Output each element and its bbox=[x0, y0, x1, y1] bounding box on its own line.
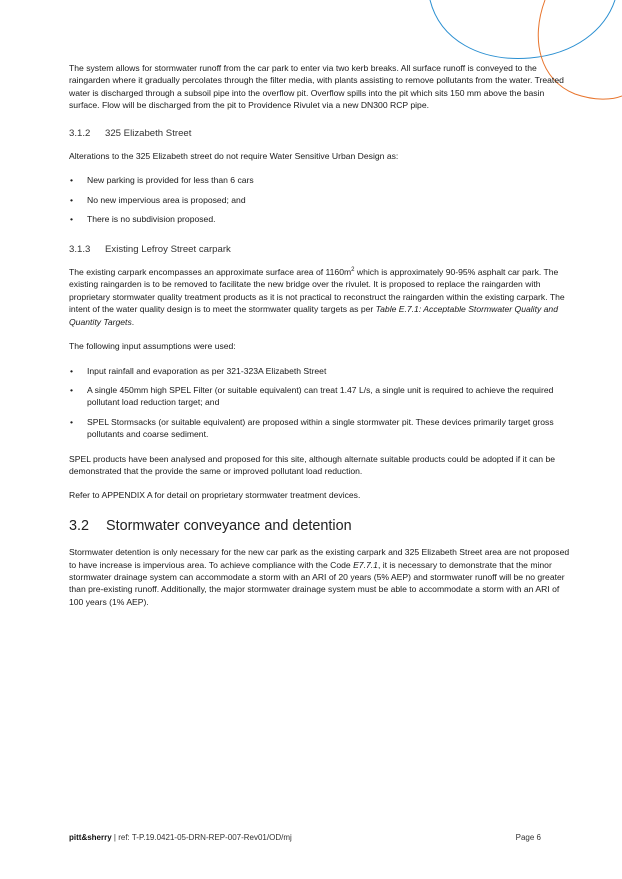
text-run: , it is necessary to demonstrate that the minor stormwater drainage system can accommodate a storm with an ARI of 20 years (5% AEP) and stormwater runoff will be no greater than pre-existing runoff. Additionally, the major stormwater drainage system must be able to accommodate a storm with an ARI of 100 years (1% AEP). bbox=[69, 559, 565, 607]
list-item: • There is no subdivision proposed. bbox=[69, 213, 572, 225]
paragraph bbox=[69, 546, 572, 608]
heading-3-2 bbox=[69, 517, 572, 534]
bullet-list bbox=[69, 365, 572, 441]
page-footer bbox=[69, 833, 541, 842]
list-item: • Input rainfall and evaporation as per 321-323A Elizabeth Street bbox=[69, 365, 572, 377]
text-run: . bbox=[131, 316, 135, 327]
section-title: Stormwater conveyance and detention bbox=[106, 517, 352, 534]
heading-3-1-3 bbox=[69, 244, 572, 256]
blue-arc bbox=[430, 0, 615, 58]
table-reference: Table E.7.1: Acceptable Stormwater Quality and Quantity Targets bbox=[69, 304, 558, 327]
text-run: which is approximately 90-95% asphalt car park. The existing raingarden is to be removed to facilitate the new bridge over the rivulet. It is proposed to replace the raingarden with proprietary stormwater quality treatment products as it is not practical to reconstruct the raingarden within the existing carpark. The intent of the water quality design is to meet the stormwater quality targets as per bbox=[69, 267, 565, 315]
list-item: • No new impervious area is proposed; and bbox=[69, 194, 572, 206]
paragraph: Alterations to the 325 Elizabeth street do not require Water Sensitive Urban Design as: bbox=[69, 151, 399, 162]
section-number: 3.1.2 bbox=[69, 127, 91, 139]
footer-reference: | ref: T-P.19.0421-05-DRN-REP-007-Rev01/OD/mj bbox=[111, 833, 292, 842]
paragraph: The following input assumptions were used: bbox=[69, 341, 236, 352]
section-title: Existing Lefroy Street carpark bbox=[105, 243, 231, 255]
heading-3-1-2 bbox=[69, 128, 572, 140]
intro-paragraph: The system allows for stormwater runoff from the car park to enter via two kerb breaks. All surface runoff is conveyed to the raingarden where it gradually percolates through the filter media, with plants assisting to remove pollutants from the water. Treated water is discharged through a subsoil pipe into the overflow pit. Overflow spills into the pit which sits 150 mm above the basin surface. Flow will be discharged from the pit to Providence Rivulet via a new DN300 RCP pipe. bbox=[69, 63, 564, 111]
paragraph: SPEL products have been analysed and proposed for this site, although alternate suitable products could be adopted if it can be demonstrated that the provide the same or improved pollutant load reduction. bbox=[69, 453, 556, 476]
paragraph bbox=[69, 266, 572, 328]
superscript: 2 bbox=[351, 267, 355, 274]
list-item: • A single 450mm high SPEL Filter (or suitable equivalent) can treat 1.47 L/s, a single unit is required to achieve the required pollutant load reduction target; and bbox=[69, 384, 572, 409]
section-number: 3.1.3 bbox=[69, 243, 91, 255]
page-number: Page 6 bbox=[515, 833, 541, 842]
text-run: The existing carpark encompasses an approximate surface area of 1160m bbox=[69, 267, 352, 278]
text-run: Stormwater detention is only necessary for the new car park as the existing carpark and 325 Elizabeth Street area are not proposed to have increase is impervious area. To achieve compliance with the Code bbox=[69, 547, 570, 570]
section-title: 325 Elizabeth Street bbox=[105, 127, 192, 139]
section-number: 3.2 bbox=[69, 517, 90, 534]
list-item: • New parking is provided for less than 6 cars bbox=[69, 174, 572, 186]
list-item: • SPEL Stormsacks (or suitable equivalent) are proposed within a single stormwater pit. These devices primarily target gross pollutants and coarse sediment. bbox=[69, 416, 572, 441]
bullet-list bbox=[69, 174, 572, 225]
document-body bbox=[69, 62, 572, 620]
footer-brand: pitt&sherry bbox=[69, 833, 112, 842]
code-reference: E7.7.1 bbox=[353, 559, 378, 570]
paragraph: Refer to APPENDIX A for detail on proprietary stormwater treatment devices. bbox=[69, 490, 361, 501]
